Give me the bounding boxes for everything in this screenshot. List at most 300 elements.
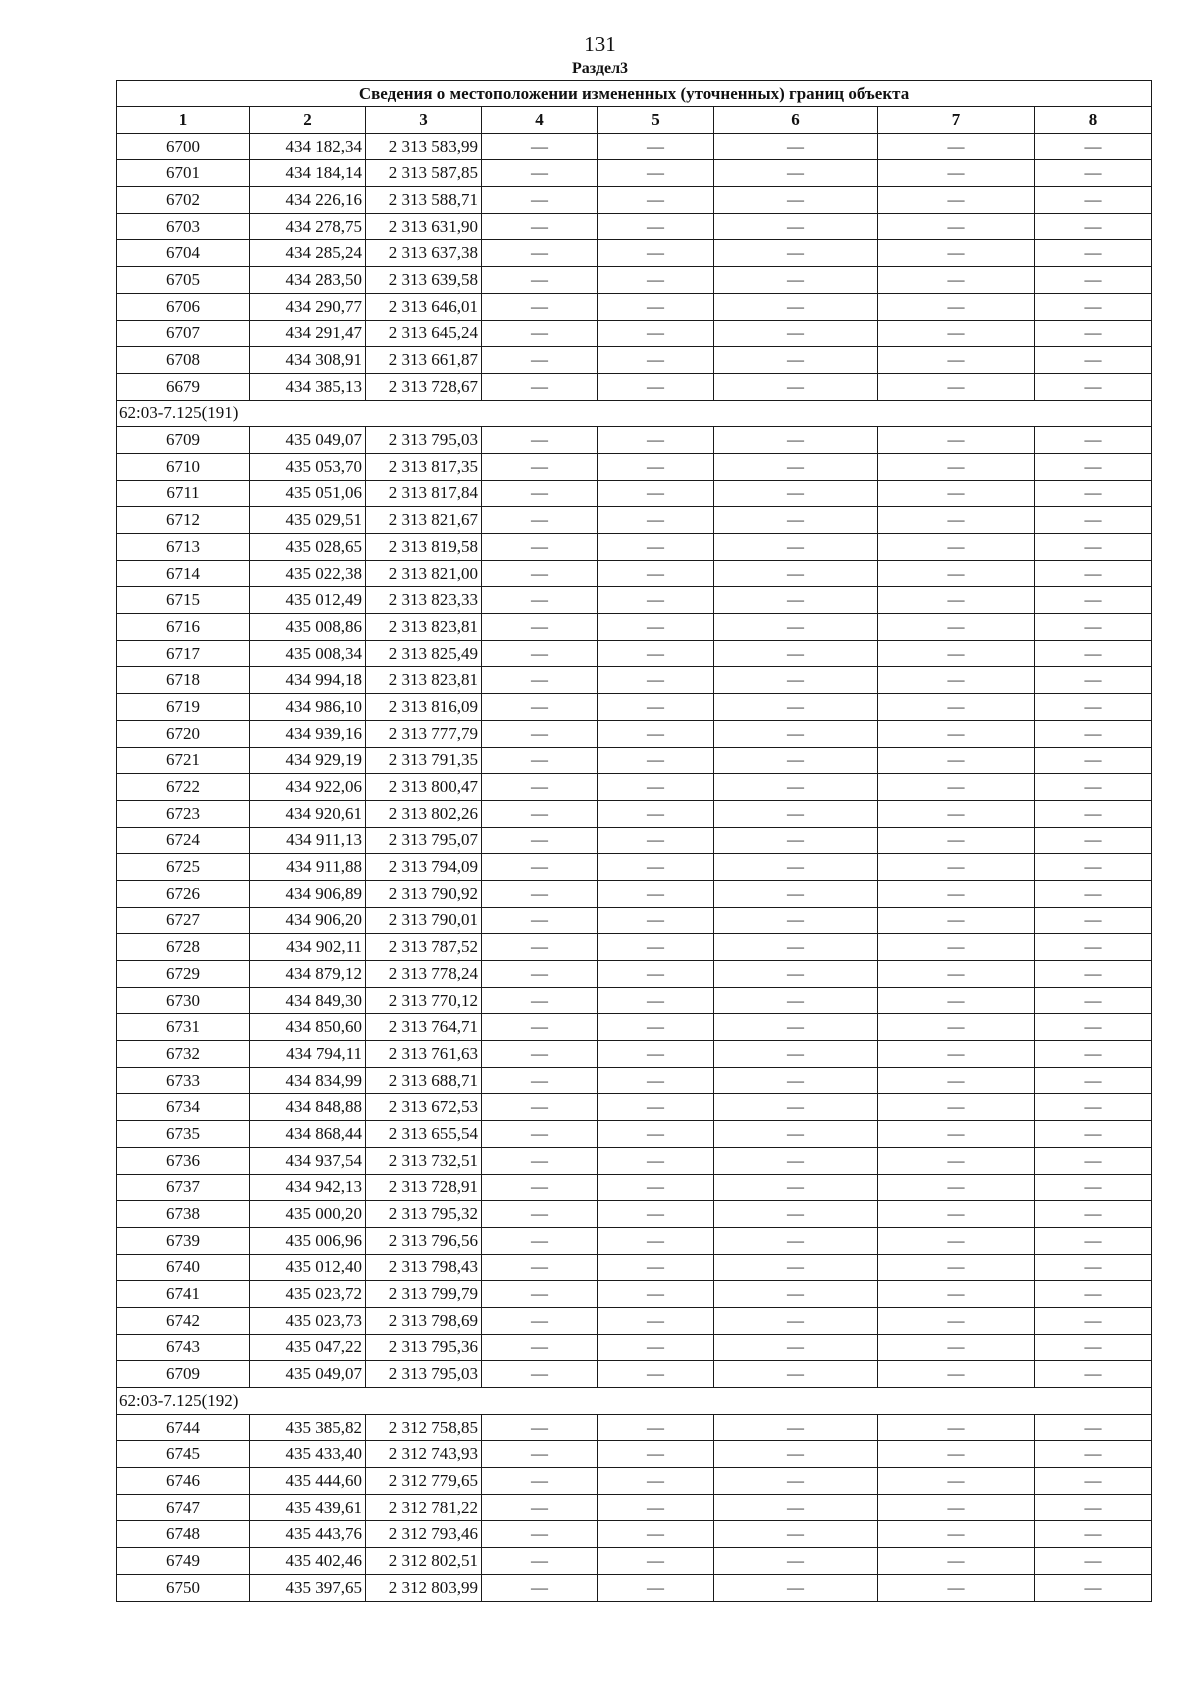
empty-dash-cell: —: [878, 1361, 1035, 1388]
empty-dash-cell: —: [714, 213, 878, 240]
x-coordinate-cell: 435 385,82: [250, 1414, 366, 1441]
y-coordinate-cell: 2 313 761,63: [366, 1041, 482, 1068]
empty-dash-cell: —: [714, 507, 878, 534]
empty-dash-cell: —: [1035, 1548, 1152, 1575]
column-header-row: [117, 107, 1152, 134]
empty-dash-cell: —: [714, 667, 878, 694]
empty-dash-cell: —: [482, 1201, 598, 1228]
empty-dash-cell: —: [1035, 1254, 1152, 1281]
empty-dash-cell: —: [1035, 694, 1152, 721]
empty-dash-cell: —: [714, 1121, 878, 1148]
empty-dash-cell: —: [482, 987, 598, 1014]
empty-dash-cell: —: [714, 854, 878, 881]
y-coordinate-cell: 2 313 639,58: [366, 267, 482, 294]
empty-dash-cell: —: [1035, 907, 1152, 934]
y-coordinate-cell: 2 313 777,79: [366, 720, 482, 747]
x-coordinate-cell: 435 029,51: [250, 507, 366, 534]
empty-dash-cell: —: [714, 293, 878, 320]
y-coordinate-cell: 2 313 688,71: [366, 1067, 482, 1094]
empty-dash-cell: —: [878, 240, 1035, 267]
column-header: 1: [117, 107, 250, 134]
empty-dash-cell: —: [1035, 1521, 1152, 1548]
section-title: Раздел3: [571, 60, 629, 77]
y-coordinate-cell: 2 313 587,85: [366, 160, 482, 187]
y-coordinate-cell: 2 313 794,09: [366, 854, 482, 881]
empty-dash-cell: —: [714, 1307, 878, 1334]
x-coordinate-cell: 434 848,88: [250, 1094, 366, 1121]
y-coordinate-cell: 2 313 795,36: [366, 1334, 482, 1361]
empty-dash-cell: —: [878, 907, 1035, 934]
empty-dash-cell: —: [598, 1121, 714, 1148]
table-row: [117, 774, 1152, 801]
empty-dash-cell: —: [1035, 560, 1152, 587]
empty-dash-cell: —: [1035, 1494, 1152, 1521]
empty-dash-cell: —: [598, 1201, 714, 1228]
point-number-cell: 6727: [117, 907, 250, 934]
table-row: [117, 1174, 1152, 1201]
empty-dash-cell: —: [878, 347, 1035, 374]
x-coordinate-cell: 434 278,75: [250, 213, 366, 240]
column-header: 7: [878, 107, 1035, 134]
empty-dash-cell: —: [482, 1014, 598, 1041]
y-coordinate-cell: 2 312 802,51: [366, 1548, 482, 1575]
empty-dash-cell: —: [714, 774, 878, 801]
point-number-cell: 6725: [117, 854, 250, 881]
point-number-cell: 6739: [117, 1227, 250, 1254]
empty-dash-cell: —: [1035, 320, 1152, 347]
table-row: [117, 293, 1152, 320]
empty-dash-cell: —: [1035, 1147, 1152, 1174]
empty-dash-cell: —: [878, 213, 1035, 240]
empty-dash-cell: —: [482, 1521, 598, 1548]
x-coordinate-cell: 434 929,19: [250, 747, 366, 774]
empty-dash-cell: —: [1035, 747, 1152, 774]
point-number-cell: 6730: [117, 987, 250, 1014]
x-coordinate-cell: 434 283,50: [250, 267, 366, 294]
table-row: [117, 1361, 1152, 1388]
point-number-cell: 6711: [117, 480, 250, 507]
empty-dash-cell: —: [714, 534, 878, 561]
empty-dash-cell: —: [1035, 240, 1152, 267]
table-row: [117, 1254, 1152, 1281]
point-number-cell: 6748: [117, 1521, 250, 1548]
empty-dash-cell: —: [482, 1334, 598, 1361]
empty-dash-cell: —: [714, 827, 878, 854]
empty-dash-cell: —: [598, 534, 714, 561]
x-coordinate-cell: 434 902,11: [250, 934, 366, 961]
point-number-cell: 6737: [117, 1174, 250, 1201]
point-number-cell: 6709: [117, 427, 250, 454]
table-row: [117, 1041, 1152, 1068]
table-row: [117, 480, 1152, 507]
table-row: [117, 1014, 1152, 1041]
empty-dash-cell: —: [714, 133, 878, 160]
y-coordinate-cell: 2 313 821,67: [366, 507, 482, 534]
empty-dash-cell: —: [482, 1548, 598, 1575]
x-coordinate-cell: 435 008,86: [250, 614, 366, 641]
empty-dash-cell: —: [714, 1468, 878, 1495]
y-coordinate-cell: 2 313 817,84: [366, 480, 482, 507]
point-number-cell: 6749: [117, 1548, 250, 1575]
empty-dash-cell: —: [714, 1334, 878, 1361]
empty-dash-cell: —: [878, 1067, 1035, 1094]
point-number-cell: 6710: [117, 453, 250, 480]
y-coordinate-cell: 2 313 778,24: [366, 961, 482, 988]
empty-dash-cell: —: [714, 1521, 878, 1548]
empty-dash-cell: —: [482, 880, 598, 907]
empty-dash-cell: —: [878, 880, 1035, 907]
empty-dash-cell: —: [1035, 1201, 1152, 1228]
empty-dash-cell: —: [482, 1281, 598, 1308]
empty-dash-cell: —: [1035, 347, 1152, 374]
empty-dash-cell: —: [878, 480, 1035, 507]
table-row: [117, 987, 1152, 1014]
empty-dash-cell: —: [878, 827, 1035, 854]
empty-dash-cell: —: [482, 640, 598, 667]
table-row: [117, 320, 1152, 347]
point-number-cell: 6714: [117, 560, 250, 587]
empty-dash-cell: —: [1035, 1307, 1152, 1334]
empty-dash-cell: —: [482, 373, 598, 400]
x-coordinate-cell: 435 443,76: [250, 1521, 366, 1548]
point-number-cell: 6705: [117, 267, 250, 294]
y-coordinate-cell: 2 312 743,93: [366, 1441, 482, 1468]
table-row: [117, 427, 1152, 454]
empty-dash-cell: —: [1035, 854, 1152, 881]
empty-dash-cell: —: [598, 507, 714, 534]
y-coordinate-cell: 2 313 799,79: [366, 1281, 482, 1308]
table-row: [117, 133, 1152, 160]
x-coordinate-cell: 435 433,40: [250, 1441, 366, 1468]
table-row: [117, 1574, 1152, 1601]
table-row: [117, 507, 1152, 534]
empty-dash-cell: —: [1035, 1441, 1152, 1468]
empty-dash-cell: —: [878, 320, 1035, 347]
empty-dash-cell: —: [1035, 293, 1152, 320]
empty-dash-cell: —: [482, 133, 598, 160]
table-row: [117, 854, 1152, 881]
empty-dash-cell: —: [482, 1441, 598, 1468]
empty-dash-cell: —: [598, 1468, 714, 1495]
point-number-cell: 6723: [117, 800, 250, 827]
empty-dash-cell: —: [1035, 1361, 1152, 1388]
point-number-cell: 6713: [117, 534, 250, 561]
y-coordinate-cell: 2 312 781,22: [366, 1494, 482, 1521]
point-number-cell: 6743: [117, 1334, 250, 1361]
x-coordinate-cell: 434 868,44: [250, 1121, 366, 1148]
empty-dash-cell: —: [714, 160, 878, 187]
x-coordinate-cell: 434 986,10: [250, 694, 366, 721]
empty-dash-cell: —: [482, 453, 598, 480]
empty-dash-cell: —: [1035, 187, 1152, 214]
point-number-cell: 6735: [117, 1121, 250, 1148]
y-coordinate-cell: 2 313 825,49: [366, 640, 482, 667]
empty-dash-cell: —: [482, 267, 598, 294]
empty-dash-cell: —: [1035, 1281, 1152, 1308]
empty-dash-cell: —: [714, 1281, 878, 1308]
empty-dash-cell: —: [598, 1334, 714, 1361]
empty-dash-cell: —: [714, 1548, 878, 1575]
y-coordinate-cell: 2 313 732,51: [366, 1147, 482, 1174]
empty-dash-cell: —: [598, 1281, 714, 1308]
point-number-cell: 6709: [117, 1361, 250, 1388]
empty-dash-cell: —: [482, 560, 598, 587]
empty-dash-cell: —: [1035, 213, 1152, 240]
empty-dash-cell: —: [482, 587, 598, 614]
x-coordinate-cell: 434 226,16: [250, 187, 366, 214]
empty-dash-cell: —: [1035, 987, 1152, 1014]
empty-dash-cell: —: [598, 1521, 714, 1548]
empty-dash-cell: —: [1035, 1574, 1152, 1601]
point-number-cell: 6738: [117, 1201, 250, 1228]
empty-dash-cell: —: [878, 160, 1035, 187]
empty-dash-cell: —: [482, 854, 598, 881]
empty-dash-cell: —: [714, 987, 878, 1014]
empty-dash-cell: —: [714, 720, 878, 747]
y-coordinate-cell: 2 312 758,85: [366, 1414, 482, 1441]
empty-dash-cell: —: [482, 800, 598, 827]
table-row: [117, 827, 1152, 854]
x-coordinate-cell: 434 937,54: [250, 1147, 366, 1174]
x-coordinate-cell: 435 012,40: [250, 1254, 366, 1281]
x-coordinate-cell: 434 182,34: [250, 133, 366, 160]
empty-dash-cell: —: [482, 961, 598, 988]
empty-dash-cell: —: [714, 961, 878, 988]
empty-dash-cell: —: [1035, 827, 1152, 854]
table-row: [117, 453, 1152, 480]
empty-dash-cell: —: [714, 800, 878, 827]
point-number-cell: 6736: [117, 1147, 250, 1174]
empty-dash-cell: —: [714, 267, 878, 294]
empty-dash-cell: —: [878, 747, 1035, 774]
y-coordinate-cell: 2 313 661,87: [366, 347, 482, 374]
empty-dash-cell: —: [714, 1147, 878, 1174]
empty-dash-cell: —: [714, 427, 878, 454]
x-coordinate-cell: 435 049,07: [250, 1361, 366, 1388]
column-header: 2: [250, 107, 366, 134]
empty-dash-cell: —: [1035, 800, 1152, 827]
empty-dash-cell: —: [1035, 614, 1152, 641]
empty-dash-cell: —: [878, 1094, 1035, 1121]
empty-dash-cell: —: [878, 1574, 1035, 1601]
x-coordinate-cell: 434 308,91: [250, 347, 366, 374]
empty-dash-cell: —: [878, 1254, 1035, 1281]
empty-dash-cell: —: [1035, 1227, 1152, 1254]
empty-dash-cell: —: [878, 1201, 1035, 1228]
y-coordinate-cell: 2 313 583,99: [366, 133, 482, 160]
empty-dash-cell: —: [598, 880, 714, 907]
point-number-cell: 6719: [117, 694, 250, 721]
table-row: [117, 614, 1152, 641]
y-coordinate-cell: 2 312 803,99: [366, 1574, 482, 1601]
table-row: [117, 534, 1152, 561]
table-row: [117, 880, 1152, 907]
y-coordinate-cell: 2 313 802,26: [366, 800, 482, 827]
empty-dash-cell: —: [598, 453, 714, 480]
empty-dash-cell: —: [482, 347, 598, 374]
empty-dash-cell: —: [714, 1201, 878, 1228]
y-coordinate-cell: 2 313 823,33: [366, 587, 482, 614]
empty-dash-cell: —: [1035, 720, 1152, 747]
empty-dash-cell: —: [598, 320, 714, 347]
y-coordinate-cell: 2 313 823,81: [366, 614, 482, 641]
empty-dash-cell: —: [714, 934, 878, 961]
x-coordinate-cell: 434 920,61: [250, 800, 366, 827]
point-number-cell: 6716: [117, 614, 250, 641]
empty-dash-cell: —: [878, 694, 1035, 721]
empty-dash-cell: —: [714, 453, 878, 480]
empty-dash-cell: —: [482, 1361, 598, 1388]
point-number-cell: 6726: [117, 880, 250, 907]
empty-dash-cell: —: [878, 187, 1035, 214]
empty-dash-cell: —: [482, 827, 598, 854]
y-coordinate-cell: 2 313 645,24: [366, 320, 482, 347]
empty-dash-cell: —: [878, 507, 1035, 534]
empty-dash-cell: —: [1035, 160, 1152, 187]
empty-dash-cell: —: [714, 1014, 878, 1041]
x-coordinate-cell: 434 290,77: [250, 293, 366, 320]
empty-dash-cell: —: [598, 1227, 714, 1254]
point-number-cell: 6734: [117, 1094, 250, 1121]
empty-dash-cell: —: [482, 1574, 598, 1601]
empty-dash-cell: —: [482, 1254, 598, 1281]
y-coordinate-cell: 2 313 764,71: [366, 1014, 482, 1041]
point-number-cell: 6733: [117, 1067, 250, 1094]
empty-dash-cell: —: [714, 560, 878, 587]
x-coordinate-cell: 434 911,88: [250, 854, 366, 881]
x-coordinate-cell: 434 994,18: [250, 667, 366, 694]
empty-dash-cell: —: [1035, 373, 1152, 400]
y-coordinate-cell: 2 313 728,91: [366, 1174, 482, 1201]
empty-dash-cell: —: [878, 934, 1035, 961]
y-coordinate-cell: 2 313 672,53: [366, 1094, 482, 1121]
point-number-cell: 6731: [117, 1014, 250, 1041]
empty-dash-cell: —: [598, 987, 714, 1014]
empty-dash-cell: —: [878, 720, 1035, 747]
empty-dash-cell: —: [598, 747, 714, 774]
empty-dash-cell: —: [598, 1147, 714, 1174]
empty-dash-cell: —: [714, 1067, 878, 1094]
y-coordinate-cell: 2 313 770,12: [366, 987, 482, 1014]
x-coordinate-cell: 435 402,46: [250, 1548, 366, 1575]
point-number-cell: 6704: [117, 240, 250, 267]
empty-dash-cell: —: [598, 1441, 714, 1468]
empty-dash-cell: —: [878, 1227, 1035, 1254]
empty-dash-cell: —: [598, 854, 714, 881]
table-row: [117, 187, 1152, 214]
empty-dash-cell: —: [878, 293, 1035, 320]
empty-dash-cell: —: [482, 1094, 598, 1121]
empty-dash-cell: —: [714, 1174, 878, 1201]
point-number-cell: 6708: [117, 347, 250, 374]
table-row: [117, 1521, 1152, 1548]
empty-dash-cell: —: [714, 320, 878, 347]
empty-dash-cell: —: [714, 1574, 878, 1601]
point-number-cell: 6745: [117, 1441, 250, 1468]
empty-dash-cell: —: [598, 1548, 714, 1575]
empty-dash-cell: —: [482, 1307, 598, 1334]
empty-dash-cell: —: [1035, 961, 1152, 988]
empty-dash-cell: —: [598, 614, 714, 641]
empty-dash-cell: —: [714, 1094, 878, 1121]
empty-dash-cell: —: [598, 1307, 714, 1334]
empty-dash-cell: —: [598, 427, 714, 454]
empty-dash-cell: —: [482, 1494, 598, 1521]
empty-dash-cell: —: [482, 427, 598, 454]
y-coordinate-cell: 2 313 787,52: [366, 934, 482, 961]
x-coordinate-cell: 434 184,14: [250, 160, 366, 187]
empty-dash-cell: —: [1035, 934, 1152, 961]
empty-dash-cell: —: [878, 1548, 1035, 1575]
empty-dash-cell: —: [482, 1468, 598, 1495]
empty-dash-cell: —: [714, 1254, 878, 1281]
empty-dash-cell: —: [878, 267, 1035, 294]
empty-dash-cell: —: [714, 1227, 878, 1254]
empty-dash-cell: —: [482, 614, 598, 641]
table-row: [117, 587, 1152, 614]
parcel-number: 62:03-7.125(192): [117, 1388, 1152, 1415]
y-coordinate-cell: 2 313 798,69: [366, 1307, 482, 1334]
y-coordinate-cell: 2 313 588,71: [366, 187, 482, 214]
empty-dash-cell: —: [714, 880, 878, 907]
x-coordinate-cell: 435 023,73: [250, 1307, 366, 1334]
empty-dash-cell: —: [1035, 267, 1152, 294]
y-coordinate-cell: 2 313 790,01: [366, 907, 482, 934]
column-header: 6: [714, 107, 878, 134]
table-row: [117, 1494, 1152, 1521]
empty-dash-cell: —: [482, 160, 598, 187]
empty-dash-cell: —: [598, 961, 714, 988]
table-row: [117, 1441, 1152, 1468]
point-number-cell: 6706: [117, 293, 250, 320]
empty-dash-cell: —: [482, 240, 598, 267]
empty-dash-cell: —: [482, 1227, 598, 1254]
point-number-cell: 6746: [117, 1468, 250, 1495]
empty-dash-cell: —: [714, 587, 878, 614]
empty-dash-cell: —: [598, 1041, 714, 1068]
empty-dash-cell: —: [878, 1174, 1035, 1201]
empty-dash-cell: —: [482, 907, 598, 934]
empty-dash-cell: —: [1035, 667, 1152, 694]
x-coordinate-cell: 435 053,70: [250, 453, 366, 480]
y-coordinate-cell: 2 313 655,54: [366, 1121, 482, 1148]
x-coordinate-cell: 434 834,99: [250, 1067, 366, 1094]
empty-dash-cell: —: [714, 347, 878, 374]
x-coordinate-cell: 434 922,06: [250, 774, 366, 801]
x-coordinate-cell: 434 879,12: [250, 961, 366, 988]
empty-dash-cell: —: [598, 293, 714, 320]
empty-dash-cell: —: [714, 240, 878, 267]
point-number-cell: 6715: [117, 587, 250, 614]
table-row: [117, 934, 1152, 961]
empty-dash-cell: —: [598, 640, 714, 667]
empty-dash-cell: —: [598, 1414, 714, 1441]
empty-dash-cell: —: [878, 1414, 1035, 1441]
empty-dash-cell: —: [1035, 133, 1152, 160]
x-coordinate-cell: 434 849,30: [250, 987, 366, 1014]
empty-dash-cell: —: [878, 987, 1035, 1014]
empty-dash-cell: —: [482, 694, 598, 721]
y-coordinate-cell: 2 313 637,38: [366, 240, 482, 267]
empty-dash-cell: —: [1035, 1334, 1152, 1361]
table-row: [117, 1147, 1152, 1174]
empty-dash-cell: —: [878, 1494, 1035, 1521]
x-coordinate-cell: 434 906,89: [250, 880, 366, 907]
empty-dash-cell: —: [1035, 1468, 1152, 1495]
empty-dash-cell: —: [714, 187, 878, 214]
empty-dash-cell: —: [1035, 507, 1152, 534]
empty-dash-cell: —: [1035, 640, 1152, 667]
